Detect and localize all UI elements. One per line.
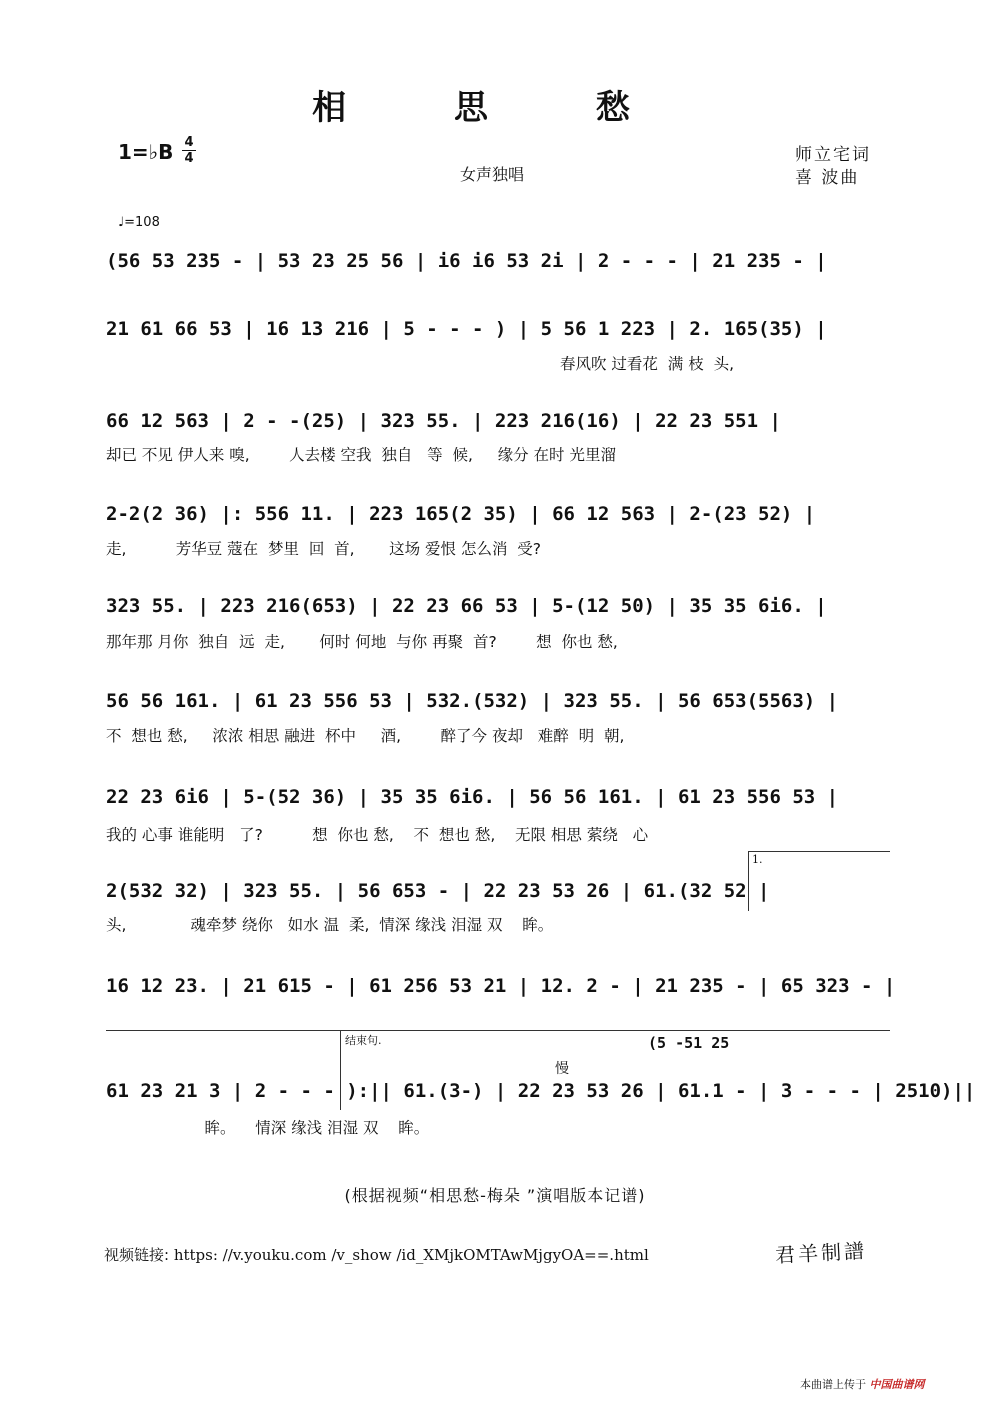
score-title: 相 思 愁 — [312, 88, 678, 128]
score-line-10-lyrics: 眸。 情深 缘浅 泪湿 双 眸。 — [106, 1119, 430, 1137]
transcriber-signature: 君羊制譜 — [774, 1238, 868, 1268]
ending-bracket — [106, 1030, 890, 1031]
score-line-3-notes: 66 12 563 | 2 - -(25) | 323 55. | 223 216(16) | 22 23 551 | — [106, 410, 781, 432]
slow-mark: 慢 — [555, 1061, 569, 1077]
score-line-4-notes: 2-2(2 36) |: 556 11. | 223 165(2 35) | 66 12 563 | 2-(23 52) | — [106, 503, 816, 525]
score-line-2-lyrics: 春风吹 过看花 满 枝 头, — [560, 355, 734, 373]
performer-label: 女声独唱 — [460, 165, 525, 184]
video-link — [104, 1244, 649, 1265]
key-signature: 1=♭B — [118, 140, 174, 164]
score-line-7-notes: 22 23 6i6 | 5-(52 36) | 35 35 6i6. | 56 56 161. | 61 23 556 53 | — [106, 786, 839, 808]
lyricist-credit: 师立宅词 — [795, 145, 871, 165]
score-line-8-notes: 2(532 32) | 323 55. | 56 653 - | 22 23 53 26 | 61.(32 52 | — [106, 880, 770, 902]
interlude-notes: (5 -51 25 — [648, 1034, 730, 1052]
upload-footer — [800, 1376, 925, 1392]
score-line-3-lyrics: 却已 不见 伊人来 嗅, 人去楼 空我 独自 等 候, 缘分 在时 光里溜 — [106, 446, 616, 464]
score-line-5-notes: 323 55. | 223 216(653) | 22 23 66 53 | 5-(12 50) | 35 35 6i6. | — [106, 595, 827, 617]
video-link-label: 视频链接: — [104, 1246, 170, 1264]
meter-top: 4 — [184, 135, 194, 150]
time-signature — [182, 136, 196, 165]
first-ending-label: 1. — [752, 853, 763, 866]
score-line-7-lyrics: 我的 心事 谁能明 了? 想 你也 愁, 不 想也 愁, 无限 相思 萦绕 心 — [106, 826, 649, 844]
composer-credit: 喜 波曲 — [795, 168, 860, 188]
score-line-9-notes: 16 12 23. | 21 615 - | 61 256 53 21 | 12. 2 - | 21 235 - | 65 323 - | — [106, 975, 896, 997]
score-line-4-lyrics: 走, 芳华豆 蔻在 梦里 回 首, 这场 爱恨 怎么消 受? — [106, 540, 542, 558]
score-line-6-lyrics: 不 想也 愁, 浓浓 相思 融进 杯中 酒, 醉了今 夜却 难醉 明 朝, — [106, 727, 625, 745]
meter-bottom: 4 — [184, 151, 194, 166]
footer-text: 本曲谱上传于 — [800, 1378, 866, 1391]
score-line-8-lyrics: 头, 魂牵梦 绕你 如水 温 柔, 情深 缘浅 泪湿 双 眸。 — [106, 916, 554, 934]
first-ending-bracket — [748, 851, 890, 852]
score-line-6-notes: 56 56 161. | 61 23 556 53 | 532.(532) | 323 55. | 56 653(5563) | — [106, 690, 839, 712]
score-line-5-lyrics: 那年那 月你 独自 远 走, 何时 何地 与你 再聚 首? 想 你也 愁, — [106, 633, 618, 651]
transcription-source-note: (根据视频“相思愁-梅朵 ”演唱版本记谱) — [344, 1186, 646, 1205]
video-url[interactable]: https: //v.youku.com /v_show /id_XMjkOMTAwMjgyOA==.html — [173, 1246, 649, 1264]
score-line-10-notes: 61 23 21 3 | 2 - - - ):|| 61.(3-) | 22 23 53 26 | 61.1 - | 3 - - - | 2510)|| — [106, 1080, 976, 1102]
ending-label: 结束句. — [345, 1034, 382, 1047]
footer-site-logo[interactable]: 中国曲谱网 — [869, 1378, 925, 1391]
tempo-mark: ♩=108 — [118, 215, 160, 230]
score-line-2-notes: 21 61 66 53 | 16 13 216 | 5 - - - ) | 5 56 1 223 | 2. 165(35) | — [106, 318, 827, 340]
score-line-1-notes: (56 53 235 - | 53 23 25 56 | i6 i6 53 2i | 2 - - - | 21 235 - | — [106, 250, 827, 272]
